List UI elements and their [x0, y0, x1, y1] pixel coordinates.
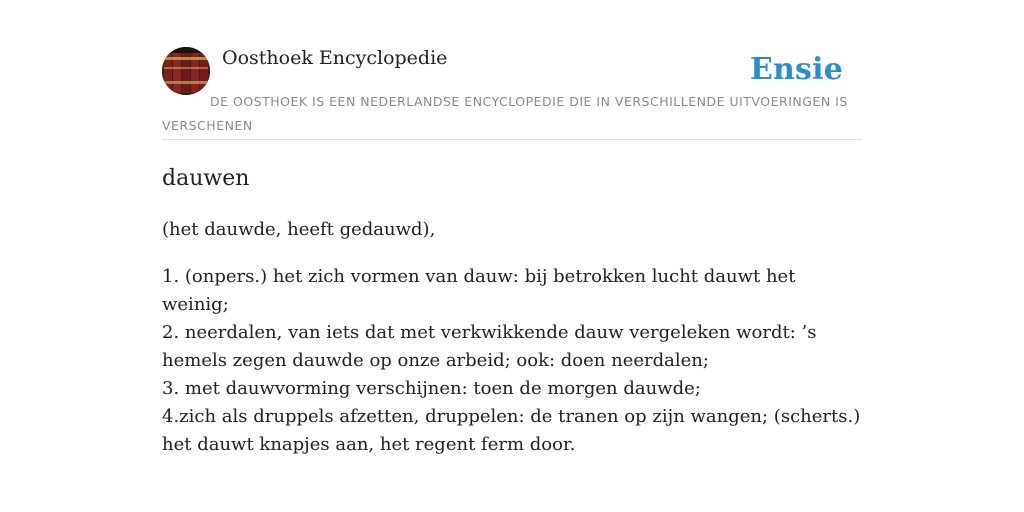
entry-grammar: (het dauwde, heeft gedauwd),	[162, 219, 436, 240]
definition-item: 2. neerdalen, van iets dat met verkwikkende dauw vergeleken wordt: ’s hemels zegen dauwde op onze arbeid; ook: doen neerdalen;	[162, 322, 817, 371]
definition-item: 3. met dauwvorming verschijnen: toen de morgen dauwde;	[162, 378, 701, 399]
entry-headword: dauwen	[162, 166, 250, 191]
site-tagline: DE OOSTHOEK IS EEN NEDERLANDSE ENCYCLOPEDIE DIE IN VERSCHILLENDE UITVOERINGEN IS VERSCHENEN	[162, 94, 848, 133]
entry-definitions	[162, 263, 862, 459]
site-header	[162, 46, 862, 140]
brand-logo[interactable]: Ensie	[749, 52, 843, 87]
definition-item: 1. (onpers.) het zich vormen van dauw: bij betrokken lucht dauwt het weinig;	[162, 266, 796, 315]
entry-article	[162, 163, 862, 459]
encyclopedia-books-icon[interactable]	[162, 47, 210, 95]
definition-item: 4.zich als druppels afzetten, druppelen: de tranen op zijn wangen; (scherts.) het dauwt knapjes aan, het regent ferm door.	[162, 406, 861, 455]
site-title[interactable]: Oosthoek Encyclopedie	[222, 47, 448, 69]
